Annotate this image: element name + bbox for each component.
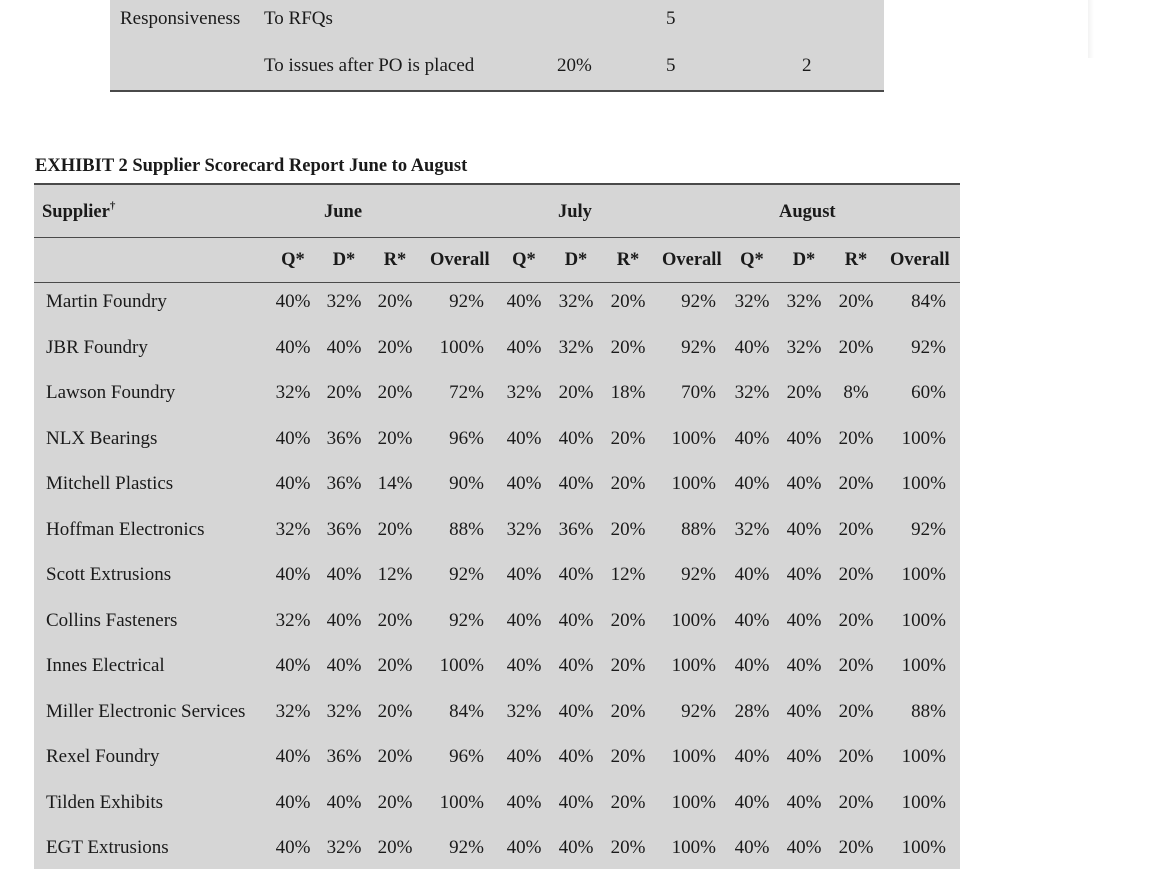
score-cell: 32%: [734, 518, 770, 540]
table-row: [34, 602, 960, 648]
score-cell: 40%: [786, 564, 822, 585]
overall-score-cell: 92%: [449, 564, 484, 585]
score-cell: 20%: [377, 609, 413, 631]
overall-score-cell: 100%: [671, 609, 716, 631]
overall-score-cell: 60%: [911, 382, 946, 403]
score-cell: 40%: [275, 791, 311, 813]
metric-header: Q*: [740, 250, 764, 270]
score-cell: 40%: [734, 791, 770, 813]
score-cell: 40%: [786, 427, 822, 449]
exhibit1-item: To issues after PO is placed: [264, 55, 475, 76]
score-cell: 40%: [786, 791, 822, 813]
score-cell: 28%: [734, 700, 770, 722]
supplier-name: NLX Bearings: [46, 427, 158, 449]
metric-header: Q*: [512, 250, 536, 270]
score-cell: 40%: [326, 655, 362, 676]
supplier-name: EGT Extrusions: [46, 837, 169, 858]
score-cell: 40%: [786, 700, 822, 722]
score-cell: 40%: [734, 564, 770, 585]
score-cell: 32%: [558, 291, 594, 312]
overall-score-cell: 84%: [449, 700, 484, 722]
metric-header: Overall: [890, 250, 950, 270]
score-cell: 32%: [786, 291, 822, 312]
score-cell: 20%: [838, 655, 874, 676]
score-cell: 40%: [506, 609, 542, 631]
score-cell: 20%: [838, 564, 874, 585]
exhibit1-score: 2: [802, 55, 812, 76]
supplier-name: Innes Electrical: [46, 655, 165, 676]
month-header-july: July: [558, 202, 592, 222]
overall-score-cell: 100%: [671, 473, 716, 494]
score-cell: 32%: [786, 336, 822, 358]
score-cell: 32%: [275, 700, 311, 722]
score-cell: 40%: [786, 518, 822, 540]
overall-score-cell: 100%: [671, 791, 716, 813]
score-cell: 40%: [275, 473, 311, 494]
overall-score-cell: 84%: [911, 291, 946, 312]
score-cell: 40%: [275, 655, 311, 676]
score-cell: 40%: [558, 655, 594, 676]
score-cell: 20%: [377, 746, 413, 767]
metric-header: D*: [332, 250, 356, 270]
exhibit1-score: 5: [666, 55, 676, 76]
score-cell: 20%: [377, 655, 413, 676]
score-cell: 40%: [786, 473, 822, 494]
exhibit1-item: To RFQs: [264, 8, 333, 29]
score-cell: 40%: [558, 700, 594, 722]
score-cell: 40%: [275, 837, 311, 858]
overall-score-cell: 100%: [671, 837, 716, 858]
score-cell: 8%: [843, 382, 869, 403]
score-cell: 20%: [377, 837, 413, 858]
score-cell: 20%: [377, 336, 413, 358]
overall-score-cell: 100%: [671, 655, 716, 676]
overall-score-cell: 96%: [449, 746, 484, 767]
table-row: [34, 784, 960, 830]
overall-score-cell: 100%: [901, 564, 946, 585]
overall-score-cell: 88%: [911, 700, 946, 722]
score-cell: 40%: [734, 655, 770, 676]
metric-header: R*: [383, 250, 407, 270]
supplier-name: Hoffman Electronics: [46, 518, 205, 540]
score-cell: 40%: [734, 336, 770, 358]
table-row: [34, 329, 960, 375]
page-edge-shadow: [1088, 0, 1094, 58]
score-cell: 20%: [838, 746, 874, 767]
overall-score-cell: 90%: [449, 473, 484, 494]
score-cell: 40%: [558, 427, 594, 449]
score-cell: 20%: [610, 518, 646, 540]
overall-score-cell: 100%: [439, 336, 484, 358]
table-row: [34, 693, 960, 739]
metric-header: R*: [844, 250, 868, 270]
supplier-column-header: Supplier†: [42, 200, 116, 222]
score-cell: 20%: [377, 291, 413, 312]
overall-score-cell: 100%: [901, 427, 946, 449]
supplier-name: Tilden Exhibits: [46, 791, 164, 813]
score-cell: 20%: [610, 700, 646, 722]
score-cell: 32%: [275, 382, 311, 403]
table-row: [34, 283, 960, 329]
overall-score-cell: 100%: [901, 655, 946, 676]
table-body: [34, 283, 960, 869]
score-cell: 36%: [326, 427, 362, 449]
score-cell: 32%: [326, 837, 362, 858]
exhibit1-weight: 20%: [557, 55, 592, 76]
score-cell: 40%: [558, 564, 594, 585]
score-cell: 40%: [558, 837, 594, 858]
overall-score-cell: 100%: [901, 746, 946, 767]
overall-score-cell: 100%: [901, 473, 946, 494]
score-cell: 40%: [734, 609, 770, 631]
score-cell: 20%: [838, 837, 874, 858]
score-cell: 20%: [610, 336, 646, 358]
score-cell: 20%: [838, 336, 874, 358]
metric-header: Overall: [662, 250, 722, 270]
score-cell: 20%: [610, 746, 646, 767]
supplier-name: Scott Extrusions: [46, 564, 172, 585]
score-cell: 40%: [558, 746, 594, 767]
score-cell: 18%: [610, 382, 646, 403]
month-header-june: June: [324, 202, 363, 222]
overall-score-cell: 100%: [671, 746, 716, 767]
overall-score-cell: 100%: [901, 791, 946, 813]
metric-header: D*: [564, 250, 588, 270]
score-cell: 40%: [275, 564, 311, 585]
score-cell: 32%: [275, 609, 311, 631]
score-cell: 20%: [838, 791, 874, 813]
overall-score-cell: 92%: [449, 837, 484, 858]
score-cell: 40%: [326, 609, 362, 631]
supplier-name: JBR Foundry: [46, 336, 148, 358]
score-cell: 40%: [558, 473, 594, 494]
score-cell: 20%: [377, 427, 413, 449]
metric-header: D*: [792, 250, 816, 270]
exhibit2-title: EXHIBIT 2 Supplier Scorecard Report June to August: [35, 156, 468, 176]
score-cell: 40%: [506, 291, 542, 312]
overall-score-cell: 92%: [449, 609, 484, 631]
supplier-scorecard-table: [34, 185, 960, 869]
score-cell: 20%: [610, 791, 646, 813]
score-cell: 32%: [326, 291, 362, 312]
table-row: [34, 738, 960, 784]
score-cell: 40%: [558, 791, 594, 813]
score-cell: 32%: [326, 700, 362, 722]
table-row: [34, 420, 960, 466]
overall-score-cell: 92%: [681, 291, 716, 312]
table-row: [34, 556, 960, 602]
overall-score-cell: 70%: [681, 382, 716, 403]
table-row: [34, 374, 960, 420]
score-cell: 40%: [275, 336, 311, 358]
score-cell: 32%: [734, 382, 770, 403]
score-cell: 20%: [377, 700, 413, 722]
score-cell: 40%: [506, 837, 542, 858]
supplier-name: Miller Electronic Services: [46, 700, 246, 722]
score-cell: 32%: [506, 700, 542, 722]
score-cell: 20%: [838, 518, 874, 540]
exhibit1-score: 5: [666, 8, 676, 29]
overall-score-cell: 88%: [681, 518, 716, 540]
exhibit1-table-fragment: [110, 0, 884, 92]
score-cell: 20%: [610, 609, 646, 631]
score-cell: 40%: [275, 427, 311, 449]
overall-score-cell: 92%: [681, 564, 716, 585]
score-cell: 20%: [610, 837, 646, 858]
metric-header: Q*: [281, 250, 305, 270]
score-cell: 40%: [275, 291, 311, 312]
score-cell: 36%: [326, 746, 362, 767]
score-cell: 32%: [734, 291, 770, 312]
score-cell: 40%: [558, 609, 594, 631]
score-cell: 40%: [734, 473, 770, 494]
score-cell: 36%: [558, 518, 594, 540]
score-cell: 40%: [326, 791, 362, 813]
score-cell: 40%: [275, 746, 311, 767]
overall-score-cell: 92%: [911, 518, 946, 540]
table-row: [34, 647, 960, 693]
score-cell: 40%: [326, 564, 362, 585]
score-cell: 20%: [377, 382, 413, 403]
score-cell: 20%: [610, 427, 646, 449]
score-cell: 20%: [377, 518, 413, 540]
supplier-name: Martin Foundry: [46, 291, 167, 312]
month-header-row: [34, 185, 960, 237]
overall-score-cell: 100%: [901, 609, 946, 631]
score-cell: 20%: [838, 427, 874, 449]
score-cell: 40%: [506, 655, 542, 676]
score-cell: 40%: [786, 837, 822, 858]
score-cell: 36%: [326, 518, 362, 540]
overall-score-cell: 92%: [681, 336, 716, 358]
score-cell: 20%: [838, 700, 874, 722]
score-cell: 20%: [838, 291, 874, 312]
score-cell: 40%: [506, 473, 542, 494]
supplier-name: Mitchell Plastics: [46, 473, 174, 494]
overall-score-cell: 100%: [901, 837, 946, 858]
score-cell: 20%: [610, 473, 646, 494]
score-cell: 20%: [610, 655, 646, 676]
metric-header: Overall: [430, 250, 490, 270]
table-row: [34, 511, 960, 557]
score-cell: 40%: [786, 655, 822, 676]
month-header-august: August: [779, 202, 836, 222]
overall-score-cell: 92%: [911, 336, 946, 358]
score-cell: 40%: [786, 746, 822, 767]
table-row: [34, 465, 960, 511]
score-cell: 12%: [610, 564, 646, 585]
exhibit1-category: Responsiveness: [120, 8, 241, 29]
score-cell: 40%: [786, 609, 822, 631]
score-cell: 40%: [506, 336, 542, 358]
score-cell: 14%: [377, 473, 413, 494]
score-cell: 20%: [838, 473, 874, 494]
score-cell: 20%: [377, 791, 413, 813]
score-cell: 32%: [506, 382, 542, 403]
score-cell: 32%: [506, 518, 542, 540]
overall-score-cell: 92%: [449, 291, 484, 312]
overall-score-cell: 92%: [681, 700, 716, 722]
supplier-name: Lawson Foundry: [46, 382, 176, 403]
score-cell: 40%: [734, 746, 770, 767]
score-cell: 20%: [558, 382, 594, 403]
score-cell: 40%: [506, 427, 542, 449]
overall-score-cell: 100%: [671, 427, 716, 449]
score-cell: 20%: [326, 382, 362, 403]
overall-score-cell: 72%: [449, 382, 484, 403]
score-cell: 40%: [506, 564, 542, 585]
score-cell: 40%: [326, 336, 362, 358]
score-cell: 36%: [326, 473, 362, 494]
score-cell: 40%: [734, 427, 770, 449]
overall-score-cell: 100%: [439, 655, 484, 676]
score-cell: 20%: [838, 609, 874, 631]
score-cell: 32%: [558, 336, 594, 358]
supplier-name: Rexel Foundry: [46, 746, 160, 767]
score-cell: 40%: [734, 837, 770, 858]
supplier-name: Collins Fasteners: [46, 609, 178, 631]
overall-score-cell: 100%: [439, 791, 484, 813]
score-cell: 32%: [275, 518, 311, 540]
table-row: [34, 829, 960, 869]
score-cell: 40%: [506, 746, 542, 767]
score-cell: 20%: [786, 382, 822, 403]
metric-header: R*: [616, 250, 640, 270]
score-cell: 12%: [377, 564, 413, 585]
overall-score-cell: 96%: [449, 427, 484, 449]
score-cell: 40%: [506, 791, 542, 813]
metric-header-row: [34, 238, 960, 282]
overall-score-cell: 88%: [449, 518, 484, 540]
score-cell: 20%: [610, 291, 646, 312]
